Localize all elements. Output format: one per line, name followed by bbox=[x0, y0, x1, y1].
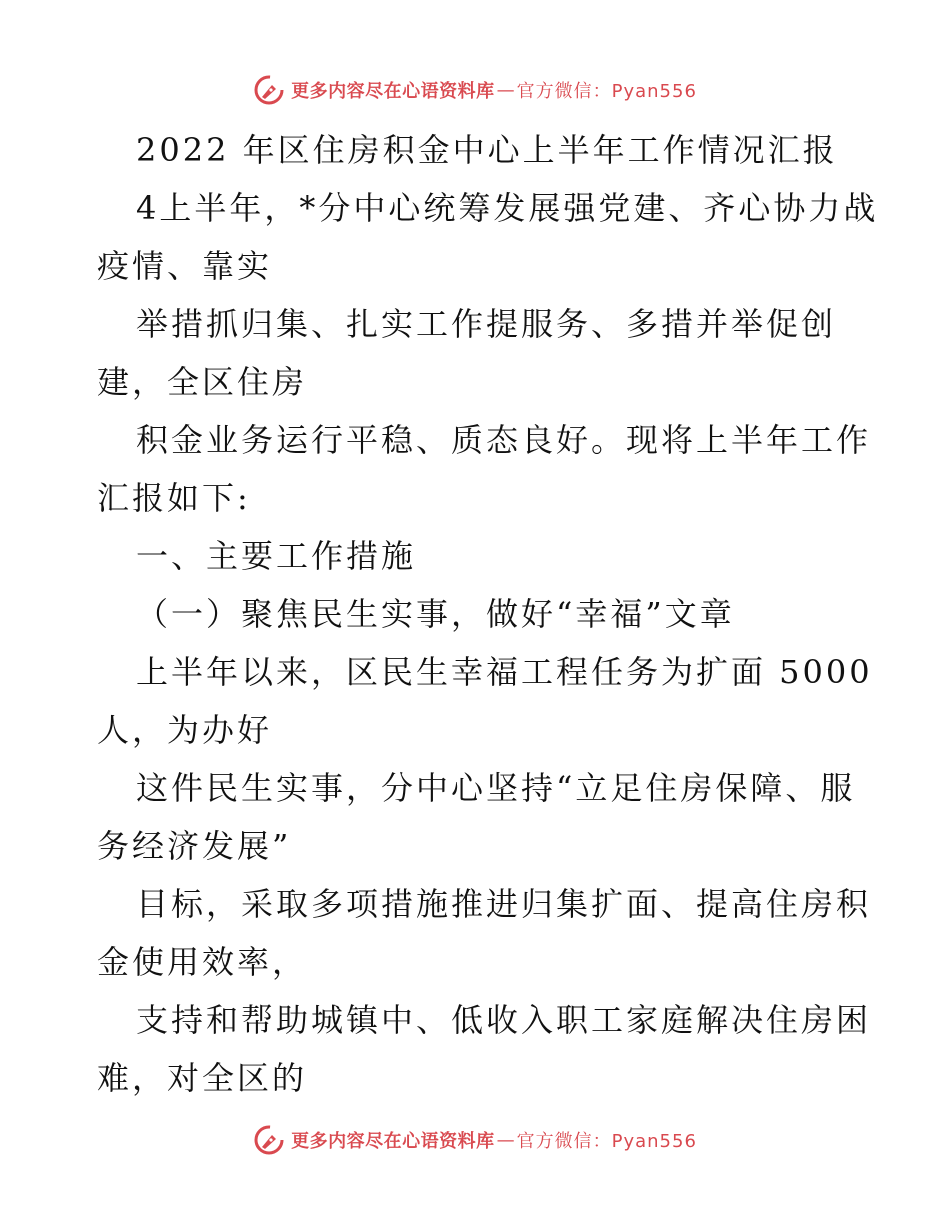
watermark-contact: 官方微信：Pyan556 bbox=[516, 81, 697, 102]
paragraph-line: 上半年以来，区民生幸福工程任务为扩面 5000 bbox=[136, 653, 873, 691]
document-body bbox=[0, 121, 950, 1107]
paragraph-line: 4上半年，*分中心统筹发展强党建、齐心协力战 bbox=[136, 189, 879, 227]
pen-nib-circle-icon bbox=[253, 74, 285, 106]
paragraph-line: 汇报如下: bbox=[97, 479, 251, 517]
paragraph-line: 积金业务运行平稳、质态良好。现将上半年工作 bbox=[136, 421, 872, 459]
paragraph-line: 建，全区住房 bbox=[97, 363, 308, 401]
document-title: 2022 年区住房积金中心上半年工作情况汇报 bbox=[136, 131, 838, 169]
paragraph-line: 疫情、靠实 bbox=[97, 247, 273, 285]
paragraph-line: 金使用效率， bbox=[97, 943, 308, 981]
paragraph-line: 难，对全区的 bbox=[97, 1059, 308, 1097]
subsection-heading: （一）聚焦民生实事，做好“幸福”文章 bbox=[136, 595, 735, 633]
watermark-brand: 更多内容尽在心语资料库 bbox=[291, 1131, 495, 1152]
paragraph-line: 举措抓归集、扎实工作提服务、多措并举促创 bbox=[136, 305, 837, 343]
header-watermark bbox=[0, 70, 950, 110]
paragraph-line: 支持和帮助城镇中、低收入职工家庭解决住房困 bbox=[136, 1001, 872, 1039]
paragraph-line: 人，为办好 bbox=[97, 711, 273, 749]
watermark-brand: 更多内容尽在心语资料库 bbox=[291, 81, 495, 102]
paragraph-line: 这件民生实事，分中心坚持“立足住房保障、服 bbox=[136, 769, 856, 807]
watermark-dash: — bbox=[496, 79, 515, 101]
watermark-dash: — bbox=[496, 1129, 515, 1151]
pen-nib-circle-icon bbox=[253, 1124, 285, 1156]
footer-watermark bbox=[0, 1120, 950, 1160]
paragraph-line: 务经济发展” bbox=[97, 827, 292, 865]
section-heading: 一、主要工作措施 bbox=[136, 537, 417, 575]
paragraph-line: 目标，采取多项措施推进归集扩面、提高住房积 bbox=[136, 885, 872, 923]
watermark-contact: 官方微信：Pyan556 bbox=[516, 1131, 697, 1152]
